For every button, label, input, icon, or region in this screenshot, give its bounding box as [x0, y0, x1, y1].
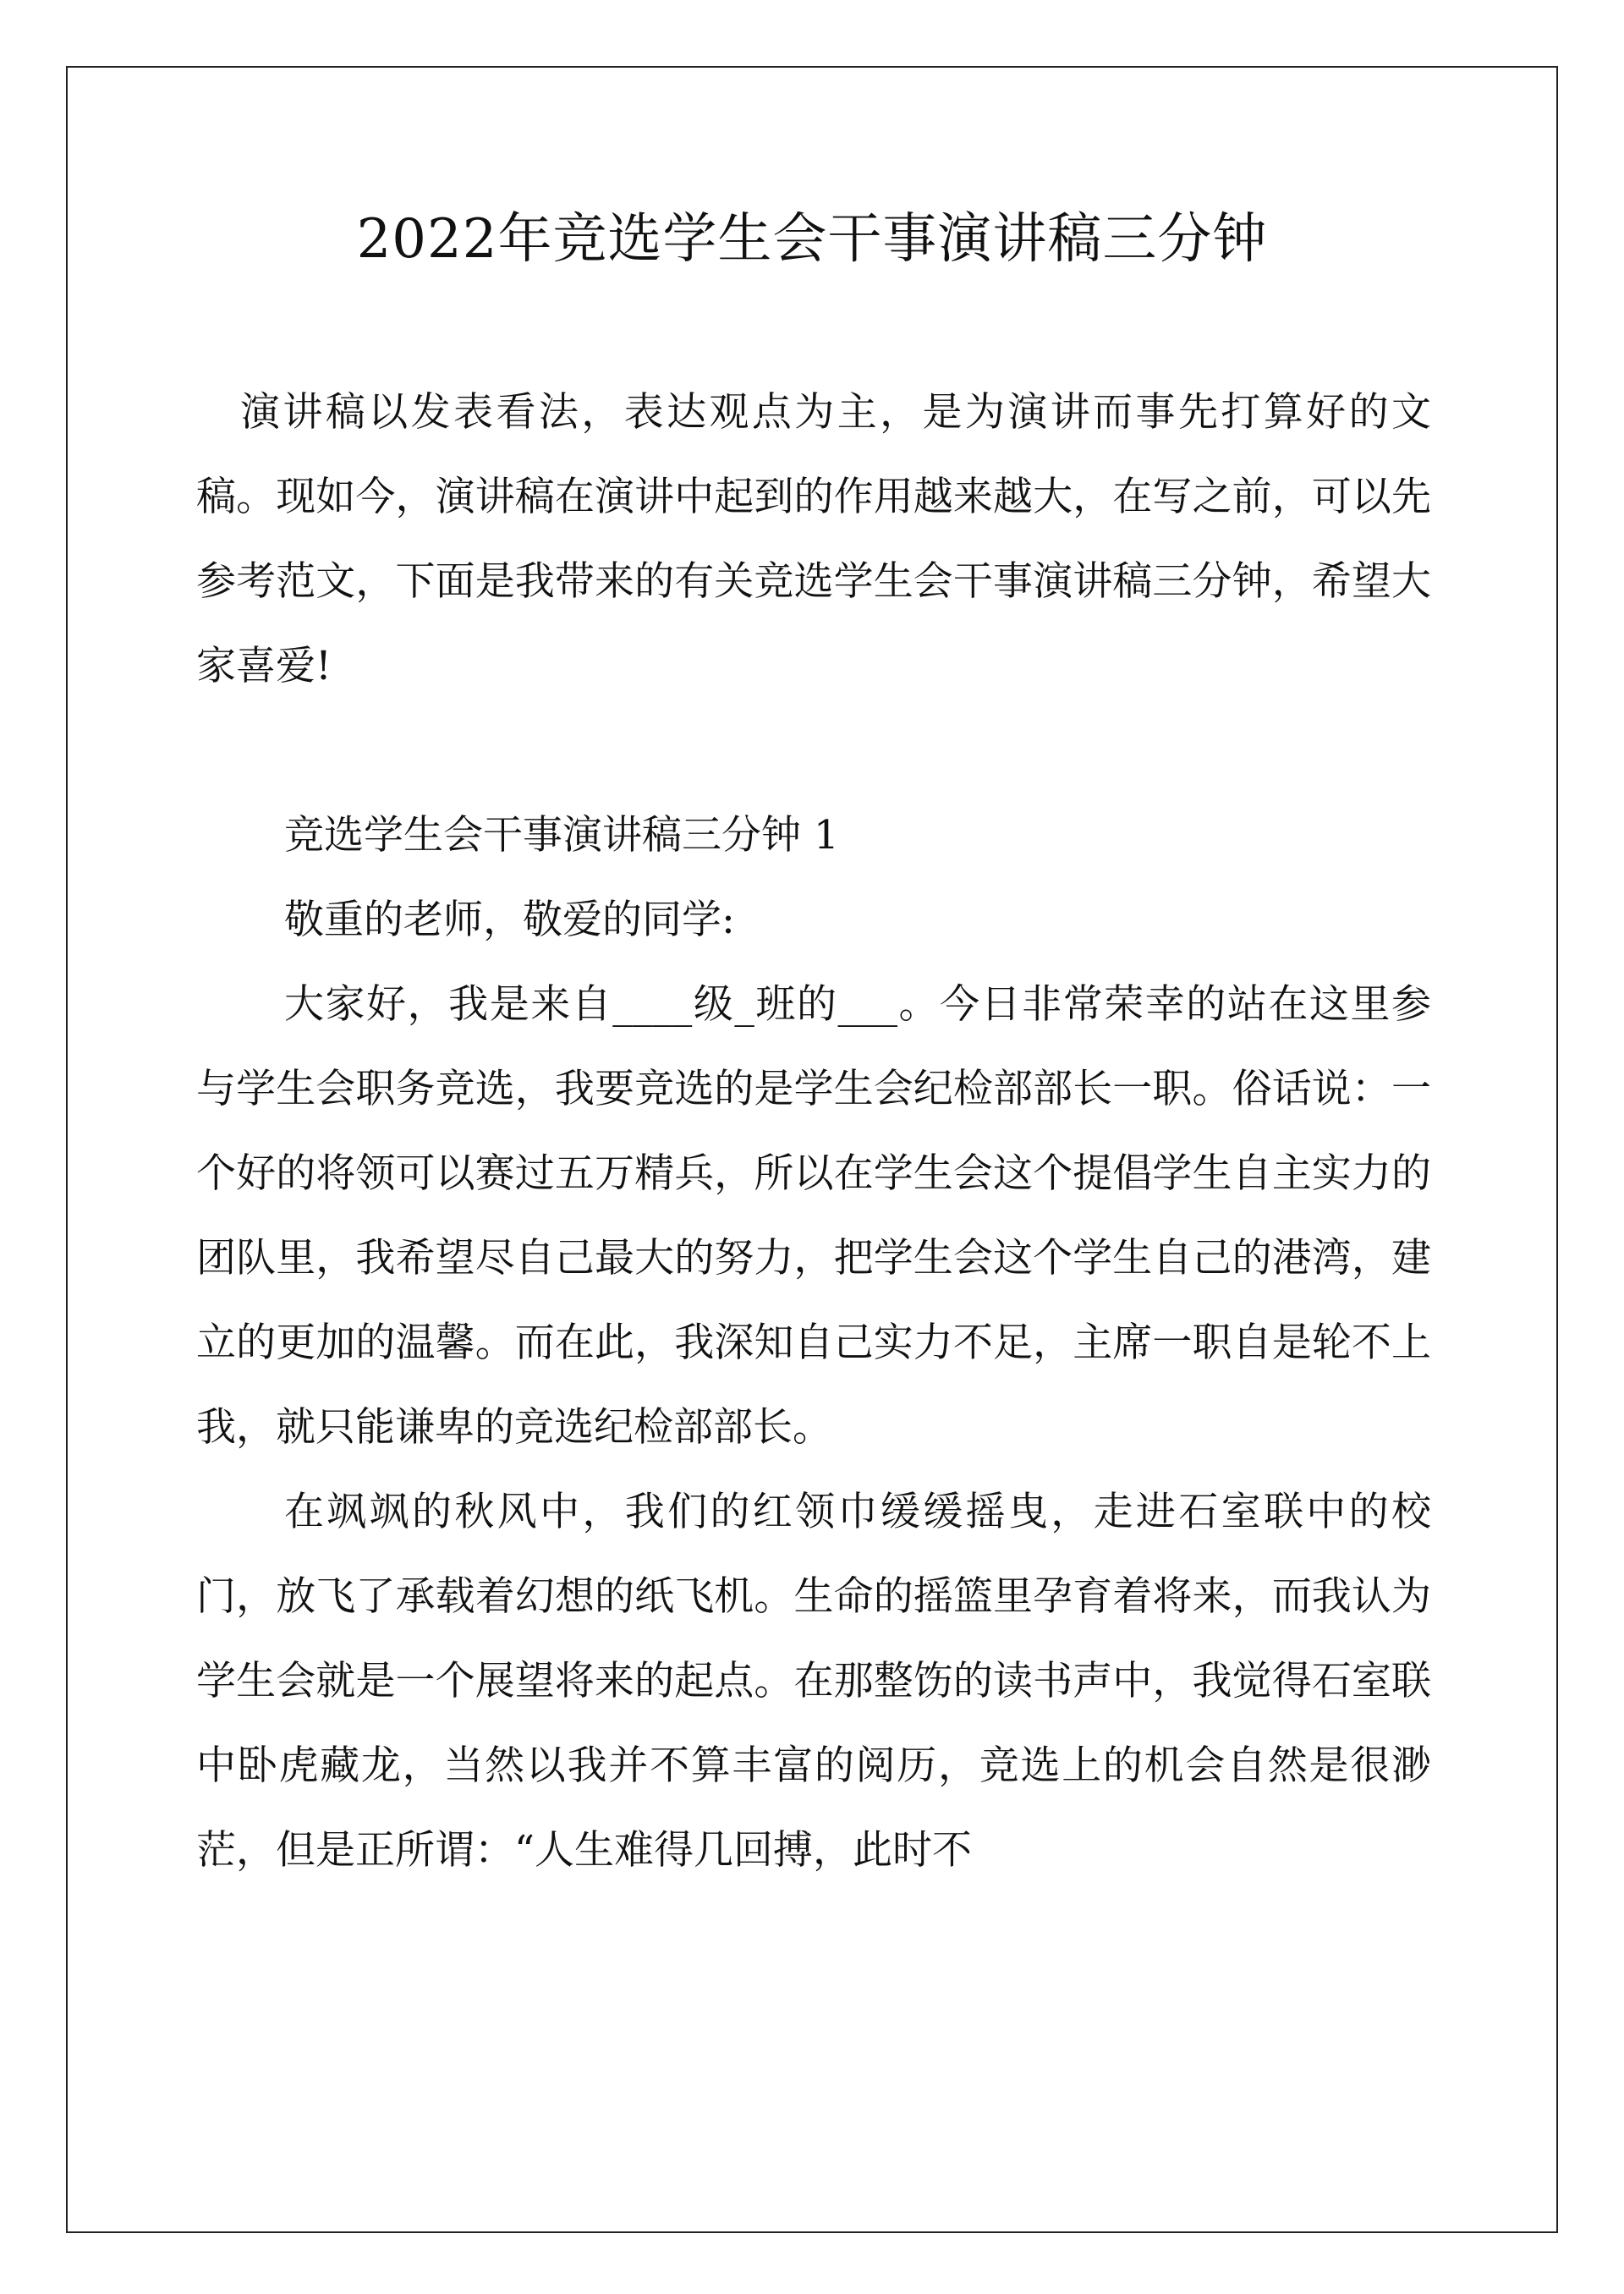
document-title: 2022年竞选学生会干事演讲稿三分钟 — [356, 208, 1268, 271]
section-heading: 竞选学生会干事演讲稿三分钟 1 — [284, 812, 839, 859]
intro-paragraph: 演讲稿以发表看法，表达观点为主，是为演讲而事先打算好的文稿。现如今，演讲稿在演讲中起到的作用越来越大，在写之前，可以先参考范文，下面是我带来的有关竞选学生会干事演讲稿三分钟，希望大家喜爱! — [196, 389, 1431, 689]
salutation: 敬重的老师，敬爱的同学: — [284, 897, 735, 943]
document-body — [196, 370, 1431, 1893]
body-paragraph: 大家好，我是来自____级_班的___。今日非常荣幸的站在这里参与学生会职务竞选，我要竞选的是学生会纪检部部长一职。俗话说：一个好的将领可以赛过五万精兵，所以在学生会这个提倡学生自主实力的团队里，我希望尽自己最大的努力，把学生会这个学生自己的港湾，建立的更加的温馨。而在此，我深知自己实力不足，主席一职自是轮不上我，就只能谦卑的竞选纪检部部长。 — [196, 981, 1431, 1451]
body-paragraph: 在飒飒的秋风中，我们的红领巾缓缓摇曳，走进石室联中的校门，放飞了承载着幻想的纸飞机。生命的摇篮里孕育着将来，而我认为学生会就是一个展望将来的起点。在那整饬的读书声中，我觉得石室联中卧虎藏龙，当然以我并不算丰富的阅历，竞选上的机会自然是很渺茫，但是正所谓：“人生难得几回搏，此时不 — [196, 1489, 1431, 1874]
